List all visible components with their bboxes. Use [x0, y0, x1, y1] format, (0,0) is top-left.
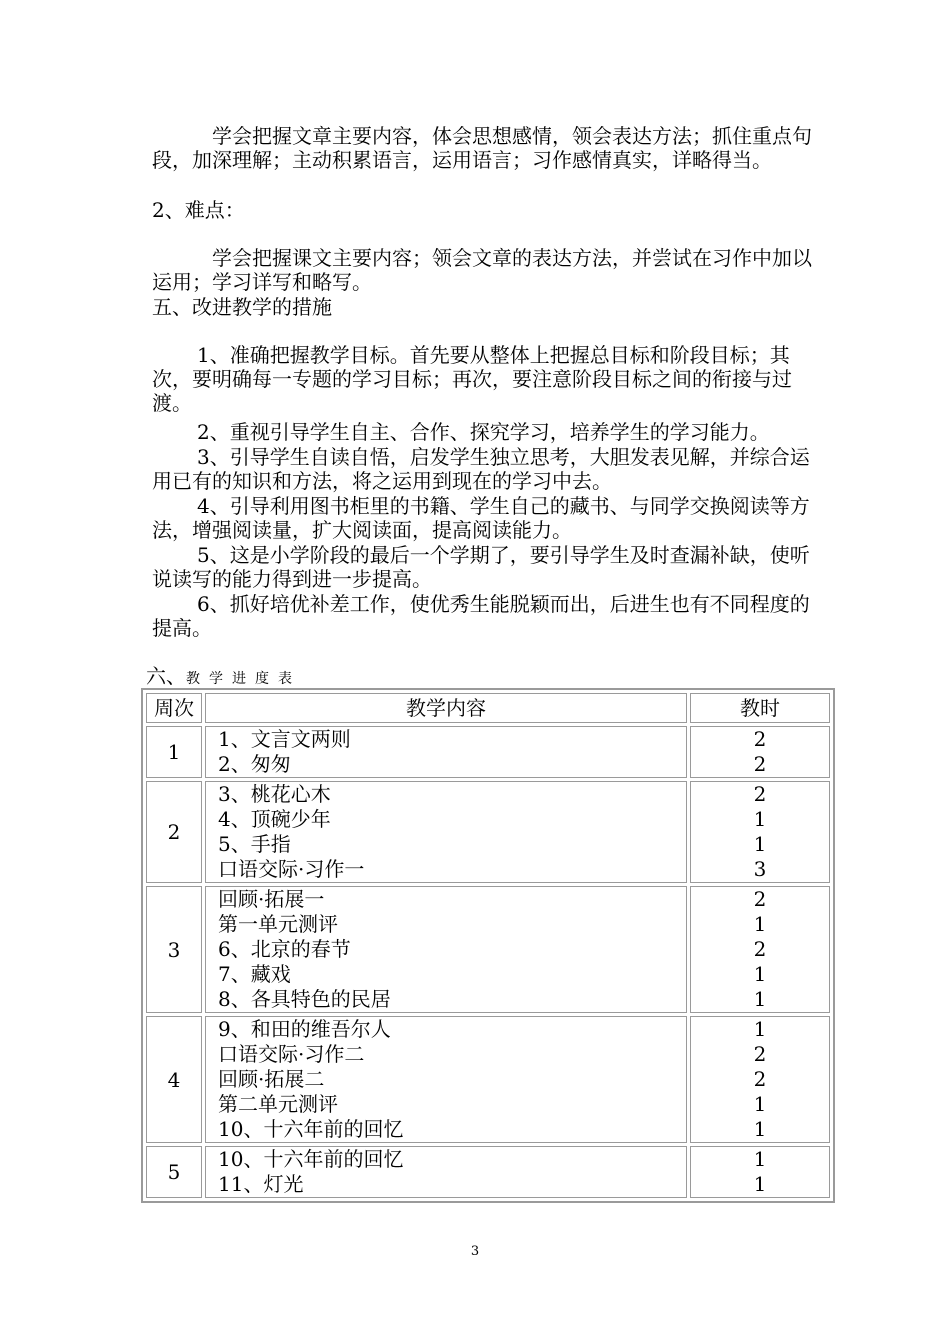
- table-row: [146, 726, 830, 778]
- content-cell: [205, 781, 687, 883]
- schedule-title-text: 教学进度表: [186, 671, 301, 687]
- hours-cell: [690, 726, 830, 778]
- hours-value: 1: [753, 1172, 767, 1196]
- hours-value: 2: [753, 1042, 767, 1066]
- week-cell: 4: [146, 1016, 202, 1143]
- hours-value: 2: [753, 752, 767, 776]
- hours-value: 2: [753, 937, 767, 961]
- hours-cell: [690, 781, 830, 883]
- lesson-item: 5、手指: [218, 832, 291, 856]
- hours-value: 1: [753, 1017, 767, 1041]
- lesson-item: 8、各具特色的民居: [218, 987, 391, 1011]
- hours-cell: [690, 1146, 830, 1198]
- table-row: [146, 1146, 830, 1198]
- hours-value: 1: [753, 962, 767, 986]
- lesson-item: 10、十六年前的回忆: [218, 1117, 404, 1141]
- content-cell: [205, 1146, 687, 1198]
- content-cell: [205, 1016, 687, 1143]
- measure-4: 4、引导利用图书柜里的书籍、学生自己的藏书、与同学交换阅读等方法，增强阅读量，扩大阅读面，提高阅读能力。: [152, 494, 810, 542]
- measure-2: 2、重视引导学生自主、合作、探究学习，培养学生的学习能力。: [197, 420, 770, 444]
- measure-1: 1、准确把握教学目标。首先要从整体上把握总目标和阶段目标；其次，要明确每一专题的学习目标；再次，要注意阶段目标之间的衔接与过渡。: [152, 343, 792, 415]
- paragraph-key-points: 学会把握文章主要内容，体会思想感情，领会表达方法；抓住重点句段，加深理解；主动积累语言，运用语言；习作感情真实，详略得当。: [152, 124, 812, 172]
- hours-value: 2: [753, 782, 767, 806]
- hours-cell: [690, 886, 830, 1013]
- heading-difficulties: 2、难点：: [152, 198, 245, 222]
- table-row: [146, 886, 830, 1013]
- lesson-item: 7、藏戏: [218, 962, 291, 986]
- lesson-item: 6、北京的春节: [218, 937, 351, 961]
- lesson-item: 第二单元测评: [218, 1092, 338, 1116]
- lesson-item: 口语交际·习作一: [218, 857, 365, 881]
- hours-value: 1: [753, 807, 767, 831]
- week-cell: 2: [146, 781, 202, 883]
- schedule-title-prefix: 六、: [146, 664, 186, 688]
- hours-value: 2: [753, 727, 767, 751]
- paragraph-difficulties: 学会把握课文主要内容；领会文章的表达方法，并尝试在习作中加以运用；学习详写和略写。: [152, 246, 812, 294]
- lesson-item: 11、灯光: [218, 1172, 304, 1196]
- week-cell: 3: [146, 886, 202, 1013]
- lesson-item: 4、顶碗少年: [218, 807, 331, 831]
- measure-5: 5、这是小学阶段的最后一个学期了，要引导学生及时查漏补缺，使听说读写的能力得到进一步提高。: [152, 543, 810, 591]
- header-content: 教学内容: [205, 693, 687, 723]
- measure-6: 6、抓好培优补差工作，使优秀生能脱颖而出，后进生也有不同程度的提高。: [152, 592, 810, 640]
- heading-improvement-measures: 五、改进教学的措施: [152, 295, 332, 319]
- lesson-item: 口语交际·习作二: [218, 1042, 365, 1066]
- hours-value: 3: [753, 857, 767, 881]
- content-cell: [205, 886, 687, 1013]
- lesson-item: 9、和田的维吾尔人: [218, 1017, 391, 1041]
- page-number: 3: [470, 1244, 480, 1259]
- measure-3: 3、引导学生自读自悟，启发学生独立思考，大胆发表见解，并综合运用已有的知识和方法，将之运用到现在的学习中去。: [152, 445, 810, 493]
- hours-value: 2: [753, 887, 767, 911]
- hours-value: 1: [753, 1147, 767, 1171]
- lesson-item: 3、桃花心木: [218, 782, 331, 806]
- week-cell: 5: [146, 1146, 202, 1198]
- lesson-item: 回顾·拓展二: [218, 1067, 325, 1091]
- hours-value: 1: [753, 1117, 767, 1141]
- hours-value: 2: [753, 1067, 767, 1091]
- hours-cell: [690, 1016, 830, 1143]
- lesson-item: 第一单元测评: [218, 912, 338, 936]
- lesson-item: 1、文言文两则: [218, 727, 351, 751]
- lesson-item: 2、匆匆: [218, 752, 291, 776]
- header-week: 周次: [146, 693, 202, 723]
- content-cell: [205, 726, 687, 778]
- table-row: [146, 781, 830, 883]
- table-row: [146, 1016, 830, 1143]
- hours-value: 1: [753, 1092, 767, 1116]
- schedule-title: [146, 664, 301, 691]
- hours-value: 1: [753, 832, 767, 856]
- hours-value: 1: [753, 912, 767, 936]
- hours-value: 1: [753, 987, 767, 1011]
- schedule-table: [141, 688, 835, 1203]
- table-header-row: [146, 693, 830, 723]
- lesson-item: 回顾·拓展一: [218, 887, 325, 911]
- week-cell: 1: [146, 726, 202, 778]
- lesson-item: 10、十六年前的回忆: [218, 1147, 404, 1171]
- header-hours: 教时: [690, 693, 830, 723]
